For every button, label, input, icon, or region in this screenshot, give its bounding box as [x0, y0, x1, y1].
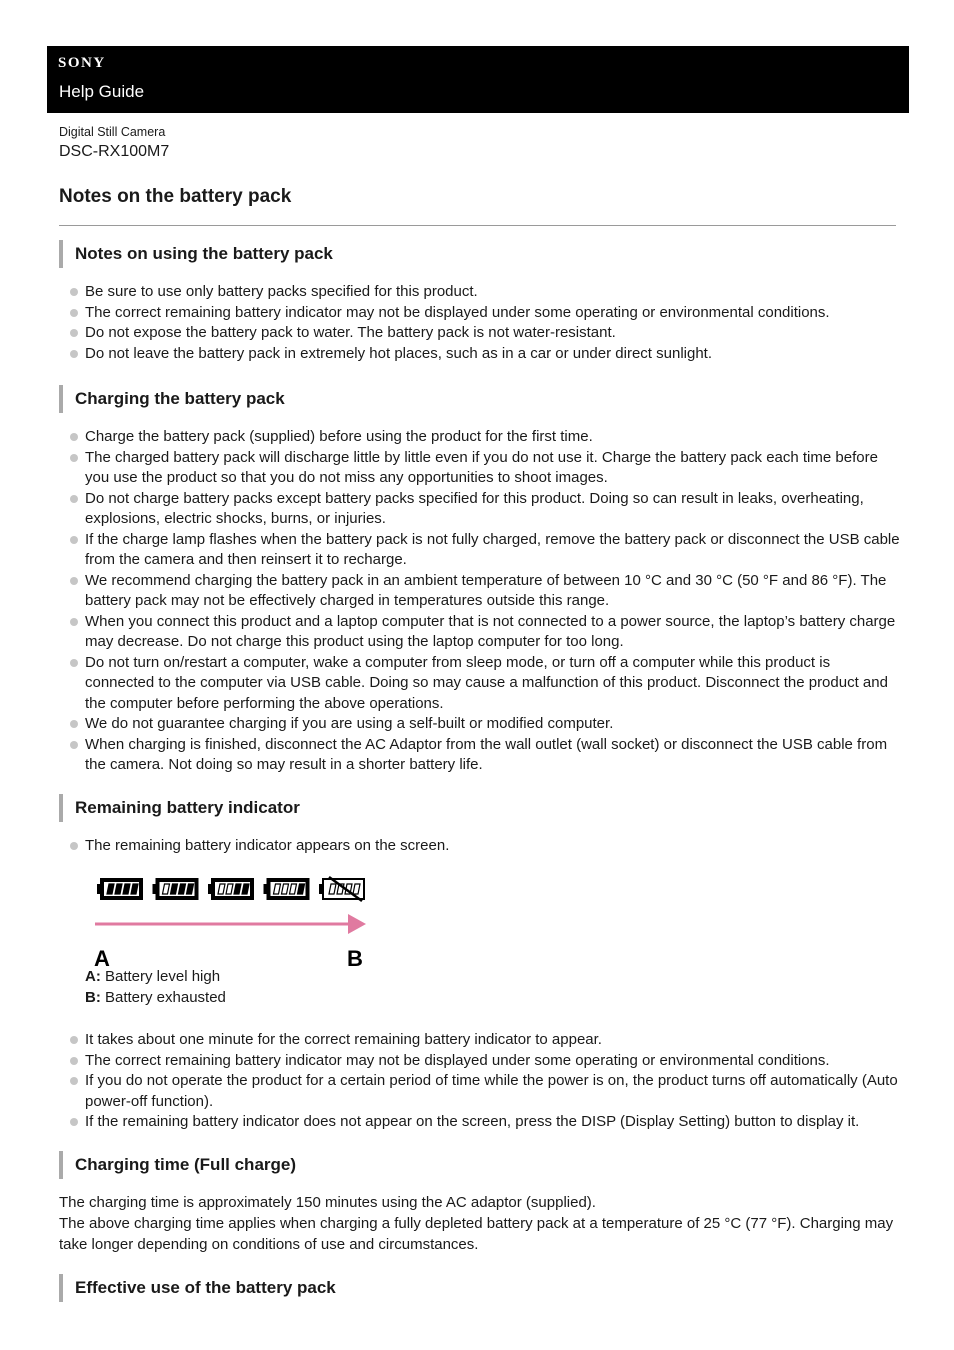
- section-title: Remaining battery indicator: [75, 798, 300, 817]
- arrow-head-icon: [348, 914, 366, 934]
- bullet-icon: [70, 329, 78, 337]
- section-heading-effective: [59, 1274, 336, 1302]
- list-item: We do not guarantee charging if you are using a self-built or modified computer.: [70, 714, 900, 735]
- figure-label-a: A: [94, 946, 110, 971]
- section-heading-charging: [59, 385, 285, 413]
- bullet-icon: [70, 495, 78, 503]
- list-using: [70, 282, 900, 364]
- title-divider: [59, 225, 896, 226]
- list-item: The charged battery pack will discharge little by little even if you do not use it. Charge the battery pack each time before you use the product so that you do not miss any opportunities to shoot images.: [70, 448, 900, 489]
- header-subtitle: Help Guide: [59, 82, 145, 101]
- list-item: When you connect this product and a laptop computer that is not connected to a power source, the laptop’s battery charge may decrease. Do not charge this product using the laptop computer for too long.: [70, 612, 900, 653]
- section-heading-time: [59, 1151, 297, 1179]
- bullet-icon: [70, 1057, 78, 1065]
- bullet-icon: [70, 842, 78, 850]
- battery-level-icon: [153, 879, 198, 899]
- bullet-icon: [70, 659, 78, 667]
- bullet-icon: [70, 433, 78, 441]
- bullet-icon: [70, 741, 78, 749]
- section-title: Charging the battery pack: [75, 389, 285, 408]
- bullet-icon: [70, 288, 78, 296]
- section-title: Effective use of the battery pack: [75, 1278, 336, 1297]
- bullet-icon: [70, 577, 78, 585]
- bullet-icon: [70, 454, 78, 462]
- figure-label-b: B: [347, 946, 363, 971]
- charging-time-paragraph-1: The charging time is approximately 150 minutes using the AC adaptor (supplied).: [59, 1194, 596, 1211]
- caption-a: A: Battery level high: [85, 968, 221, 985]
- brand-logo: SONY: [58, 55, 106, 71]
- list-item: If the remaining battery indicator does not appear on the screen, press the DISP (Display Setting) button to display it.: [70, 1112, 900, 1133]
- charging-time-paragraph-2: The above charging time applies when charging a fully depleted battery pack at a temperature of 25 °C (77 °F). Charging may take longer depending on conditions of use and circumstances.: [59, 1215, 894, 1253]
- bullet-icon: [70, 720, 78, 728]
- battery-level-icon: [264, 879, 309, 899]
- product-model: DSC-RX100M7: [59, 143, 170, 160]
- section-heading-remaining: [59, 794, 300, 822]
- list-item: Do not expose the battery pack to water. The battery pack is not water-resistant.: [70, 323, 900, 344]
- bullet-icon: [70, 1036, 78, 1044]
- header-bar: [47, 46, 909, 113]
- battery-level-icon: [208, 879, 253, 899]
- caption-b: B: Battery exhausted: [85, 989, 226, 1006]
- list-item: When charging is finished, disconnect the AC Adaptor from the wall outlet (wall socket) or disconnect the USB cable from the camera. Not doing so may result in a shorter battery life.: [70, 735, 900, 776]
- page-title: Notes on the battery pack: [59, 186, 292, 207]
- list-item: It takes about one minute for the correct remaining battery indicator to appear.: [70, 1030, 900, 1051]
- bullet-icon: [70, 536, 78, 544]
- bullet-icon: [70, 1077, 78, 1085]
- list-item: If you do not operate the product for a certain period of time while the power is on, the product turns off automatically (Auto power-off function).: [70, 1071, 900, 1112]
- list-item: Do not turn on/restart a computer, wake a computer from sleep mode, or turn off a computer while this product is connected to the computer via USB cable. Doing so may cause a malfunction of this product. Disconnect the product and the computer before performing the above operations.: [70, 653, 900, 715]
- section-title: Charging time (Full charge): [75, 1155, 297, 1174]
- bullet-icon: [70, 1118, 78, 1126]
- list-item: Be sure to use only battery packs specified for this product.: [70, 282, 900, 303]
- list-charging: [70, 427, 900, 776]
- list-item: The correct remaining battery indicator may not be displayed under some operating or environmental conditions.: [70, 303, 900, 324]
- list-item: The remaining battery indicator appears on the screen.: [70, 836, 900, 857]
- list-remaining: [70, 1030, 900, 1133]
- list-item: If the charge lamp flashes when the battery pack is not fully charged, remove the battery pack or disconnect the USB cable from the camera and then reinsert it to recharge.: [70, 530, 900, 571]
- bullet-icon: [70, 618, 78, 626]
- bullet-icon: [70, 309, 78, 317]
- section-heading-using: [59, 240, 333, 268]
- list-item: The correct remaining battery indicator may not be displayed under some operating or environmental conditions.: [70, 1051, 900, 1072]
- list-item: Do not charge battery packs except battery packs specified for this product. Doing so can result in leaks, overheating, explosions, electric shocks, burns, or injuries.: [70, 489, 900, 530]
- list-remaining-intro: [70, 836, 900, 857]
- bullet-icon: [70, 350, 78, 358]
- battery-indicator-figure: [92, 872, 372, 972]
- product-category: Digital Still Camera: [59, 125, 166, 139]
- list-item: Charge the battery pack (supplied) before using the product for the first time.: [70, 427, 900, 448]
- list-item: We recommend charging the battery pack in an ambient temperature of between 10 °C and 30 °C (50 °F and 86 °F). The battery pack may not be effectively charged in temperatures outside this range.: [70, 571, 900, 612]
- section-title: Notes on using the battery pack: [75, 244, 333, 263]
- battery-level-icon: [319, 877, 364, 901]
- list-item: Do not leave the battery pack in extremely hot places, such as in a car or under direct sunlight.: [70, 344, 900, 365]
- battery-level-icon: [97, 879, 142, 899]
